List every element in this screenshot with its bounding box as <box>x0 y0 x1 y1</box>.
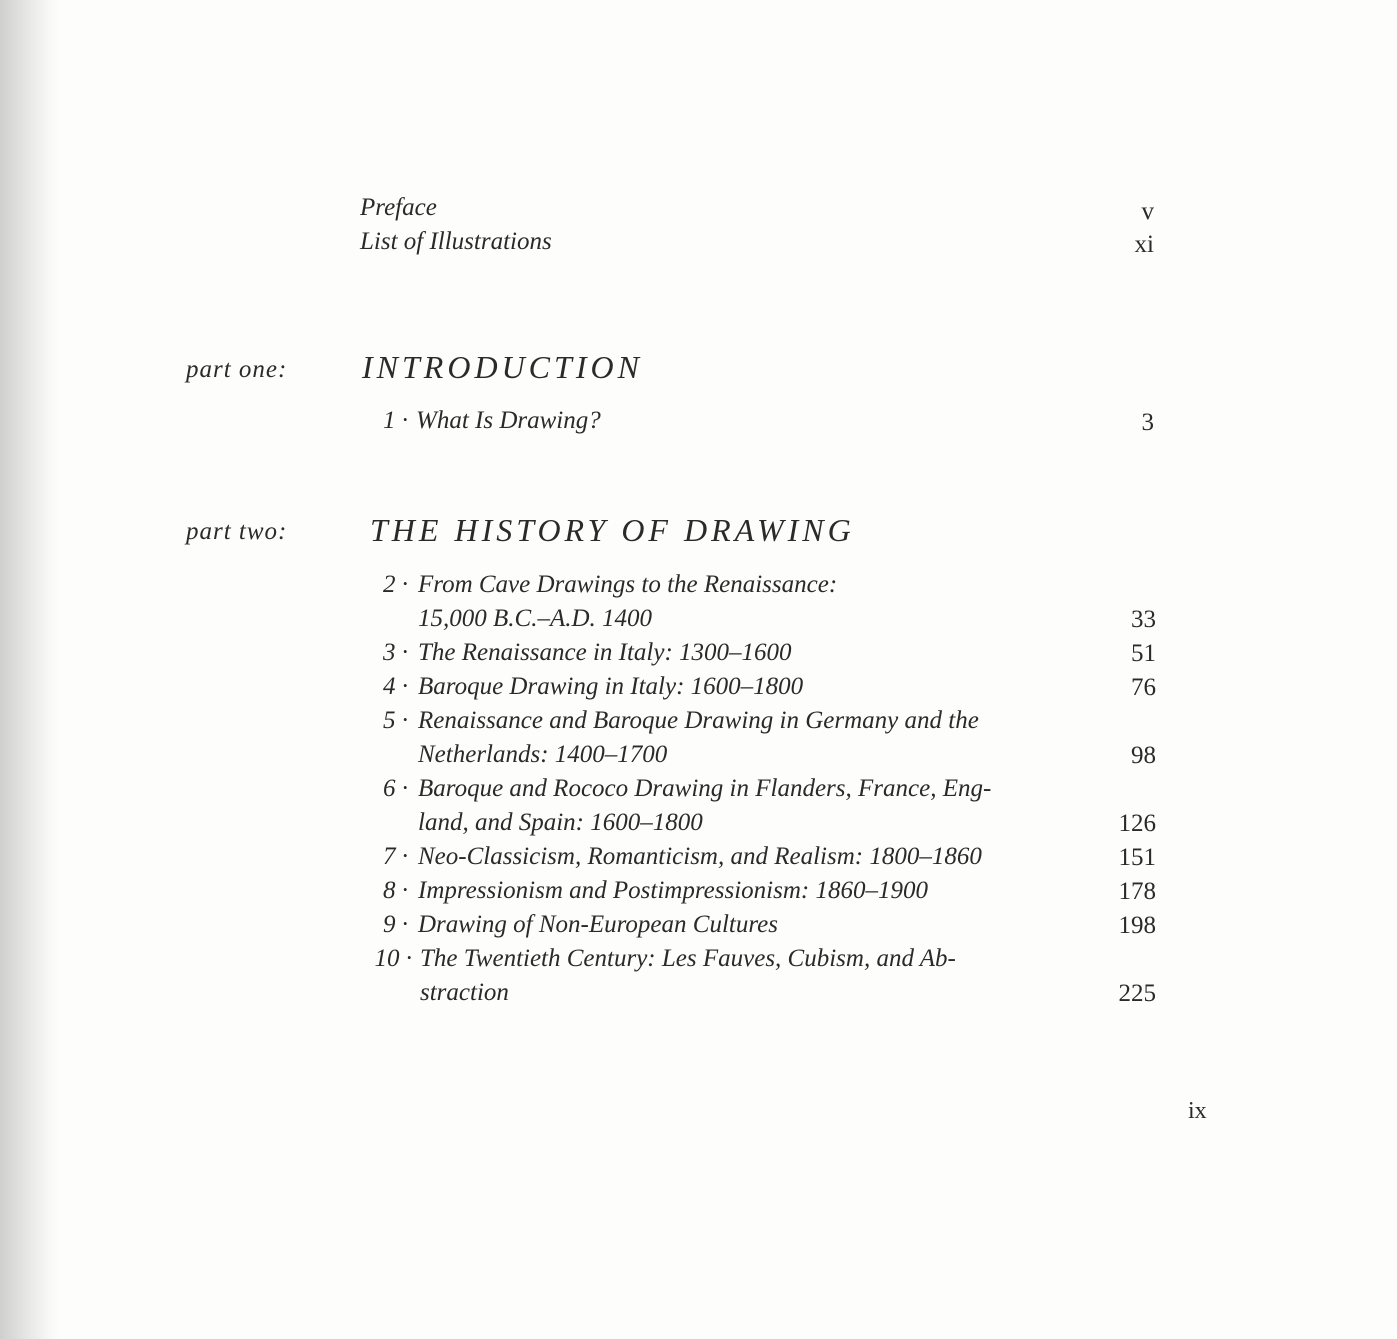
toc-entry-list-of-illustrations[interactable]: List of Illustrations <box>360 228 552 255</box>
toc-page-preface: v <box>1141 198 1154 225</box>
toc-page-chapter-9: 198 <box>1118 912 1156 939</box>
chapter-number: 2 · <box>383 571 408 598</box>
toc-entry-chapter-10[interactable]: The Twentieth Century: Les Fauves, Cubism, and Ab- <box>420 945 956 972</box>
toc-entry-chapter-1[interactable]: What Is Drawing? <box>416 407 601 434</box>
part-one-title: INTRODUCTION <box>362 349 643 385</box>
chapter-number: 5 · <box>383 707 408 734</box>
toc-entry-chapter-5-cont[interactable]: Netherlands: 1400–1700 <box>418 741 668 768</box>
toc-entry-chapter-3[interactable]: The Renaissance in Italy: 1300–1600 <box>418 639 792 666</box>
toc-page-chapter-7: 151 <box>1118 844 1156 871</box>
toc-entry-chapter-6-cont[interactable]: land, and Spain: 1600–1800 <box>418 809 703 836</box>
toc-entry-chapter-6[interactable]: Baroque and Rococo Drawing in Flanders, France, Eng- <box>418 775 992 802</box>
toc-page-chapter-6: 126 <box>1118 810 1156 837</box>
part-one-label: part one: <box>186 356 288 383</box>
page-folio: ix <box>1188 1098 1207 1124</box>
toc-page-chapter-3: 51 <box>1131 640 1156 667</box>
toc-page-chapter-4: 76 <box>1131 674 1156 701</box>
toc-page-chapter-5: 98 <box>1131 742 1156 769</box>
toc-entry-chapter-8[interactable]: Impressionism and Postimpressionism: 1860–1900 <box>418 877 928 904</box>
toc-entry-chapter-10-cont[interactable]: straction <box>420 979 509 1006</box>
chapter-number: 4 · <box>383 673 408 700</box>
chapter-number: 1 · <box>383 407 408 434</box>
toc-page-chapter-10: 225 <box>1118 980 1156 1007</box>
chapter-number: 6 · <box>383 775 408 802</box>
chapter-number: 7 · <box>383 843 408 870</box>
toc-entry-chapter-7[interactable]: Neo-Classicism, Romanticism, and Realism: 1800–1860 <box>418 843 982 870</box>
toc-page-chapter-8: 178 <box>1118 878 1156 905</box>
binding-gutter-shadow <box>0 0 60 1339</box>
part-two-title: THE HISTORY OF DRAWING <box>370 512 855 548</box>
toc-entry-chapter-5[interactable]: Renaissance and Baroque Drawing in Germany and the <box>418 707 979 734</box>
toc-entry-chapter-4[interactable]: Baroque Drawing in Italy: 1600–1800 <box>418 673 804 700</box>
toc-page-list-of-illustrations: xi <box>1134 231 1154 258</box>
toc-entry-preface[interactable]: Preface <box>360 194 437 221</box>
part-two-label: part two: <box>186 518 288 545</box>
chapter-number: 3 · <box>383 639 408 666</box>
toc-entry-chapter-9[interactable]: Drawing of Non-European Cultures <box>418 911 778 938</box>
toc-entry-chapter-2[interactable]: From Cave Drawings to the Renaissance: <box>418 571 838 598</box>
toc-entry-chapter-2-cont[interactable]: 15,000 B.C.–A.D. 1400 <box>418 605 653 632</box>
chapter-number: 8 · <box>383 877 408 904</box>
chapter-number: 10 · <box>374 945 412 972</box>
toc-page-chapter-2: 33 <box>1131 606 1156 633</box>
toc-page-chapter-1: 3 <box>1141 409 1154 436</box>
chapter-number: 9 · <box>383 911 408 938</box>
